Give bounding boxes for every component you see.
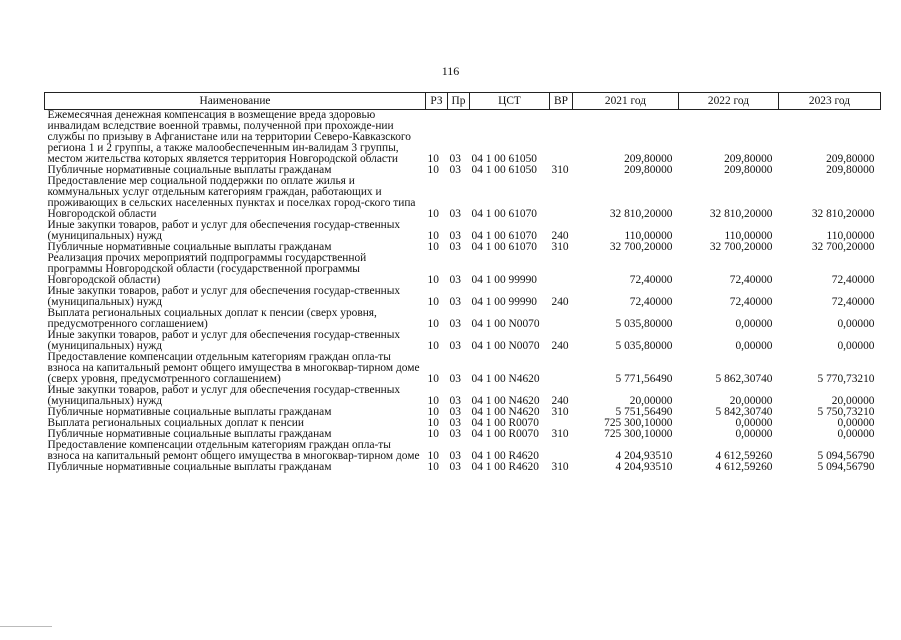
row-cst: 04 1 00 61070 <box>471 230 537 242</box>
row-2023: 5 770,73210 <box>817 373 875 385</box>
row-2023: 5 750,73210 <box>817 406 875 418</box>
row-rz: 10 <box>427 241 439 253</box>
row-2021: 5 771,56490 <box>615 373 673 385</box>
row-rz: 10 <box>427 461 439 473</box>
row-2021: 72,40000 <box>629 296 673 308</box>
row-cst: 04 1 00 61070 <box>471 241 537 253</box>
row-name: Выплата региональных социальных доплат к пенсии (сверх уровня, предусмотренного соглашением) <box>47 307 377 330</box>
table-row <box>45 308 881 330</box>
row-name: Публичные нормативные социальные выплаты гражданам <box>47 428 332 440</box>
row-name: Ежемесячная денежная компенсация в возмещение вреда здоровью инвалидам вследствие военной травмы, полученной при прохожде-нии службы по призыву в Афганистане или на территории Северо-Кавказского региона 1 и 2 группы, а также малообеспеченным ин-валидам 3 группы, местом жительства которых является территория Новгородской области <box>47 109 411 165</box>
row-pr: 03 <box>449 417 461 429</box>
row-2021: 32 810,20000 <box>609 208 673 220</box>
row-rz: 10 <box>427 230 439 242</box>
table-row <box>45 330 881 352</box>
row-vr <box>550 352 573 385</box>
page-number: 116 <box>441 64 460 78</box>
row-vr: 310 <box>551 406 569 418</box>
row-2021: 209,80000 <box>624 153 673 165</box>
row-cst: 04 1 00 61070 <box>471 208 537 220</box>
row-2022: 110,00000 <box>724 230 773 242</box>
row-cst: 04 1 00 N4620 <box>471 373 540 385</box>
row-rz: 10 <box>427 450 439 462</box>
row-2023: 209,80000 <box>826 164 875 176</box>
footer-divider <box>0 626 52 627</box>
table-row <box>45 253 881 286</box>
row-2023: 0,00000 <box>837 318 875 330</box>
row-2023: 32 810,20000 <box>811 208 875 220</box>
row-name: Иные закупки товаров, работ и услуг для обеспечения государ-ственных (муниципальных) нужд <box>47 384 401 407</box>
row-name: Выплата региональных социальных доплат к пенсии <box>47 417 304 429</box>
row-pr: 03 <box>449 241 461 253</box>
row-cst: 04 1 00 N4620 <box>471 406 540 418</box>
row-2021: 5 035,80000 <box>615 318 673 330</box>
row-name: Публичные нормативные социальные выплаты гражданам <box>47 164 332 176</box>
row-2021: 209,80000 <box>624 164 673 176</box>
row-pr: 03 <box>449 230 461 242</box>
row-2022: 209,80000 <box>724 164 773 176</box>
row-pr: 03 <box>449 318 461 330</box>
row-vr: 310 <box>551 164 569 176</box>
table-row <box>45 176 881 220</box>
row-pr: 03 <box>449 340 461 352</box>
header-cst: ЦСТ <box>470 93 550 110</box>
row-2022: 0,00000 <box>735 417 773 429</box>
row-2021: 5 751,56490 <box>615 406 673 418</box>
row-name: Предоставление мер социальной поддержки по оплате жилья и коммунальных услуг отдельным категориям граждан, работающих и проживающих в сельских населенных пунктах и поселках город-ского типа Новгородской области <box>47 175 416 220</box>
table-header-row <box>45 93 881 110</box>
row-cst: 04 1 00 N0070 <box>471 340 540 352</box>
table-row <box>45 440 881 462</box>
row-name: Предоставление компенсации отдельным категориям граждан опла-ты взноса на капитальный ремонт общего имущества в многоквар-тирном доме (сверх уровня, предусмотренного соглашением) <box>47 351 420 385</box>
row-pr: 03 <box>449 153 461 165</box>
row-2021: 725 300,10000 <box>604 417 673 429</box>
row-name: Иные закупки товаров, работ и услуг для обеспечения государ-ственных (муниципальных) нужд <box>47 219 401 242</box>
row-rz: 10 <box>427 274 439 286</box>
row-pr: 03 <box>449 428 461 440</box>
row-2022: 0,00000 <box>735 340 773 352</box>
row-rz: 10 <box>427 395 439 407</box>
row-2023: 209,80000 <box>826 153 875 165</box>
row-cst: 04 1 00 99990 <box>471 274 537 286</box>
row-vr: 310 <box>551 241 569 253</box>
row-2022: 4 612,59260 <box>715 450 773 462</box>
row-2022: 5 862,30740 <box>715 373 773 385</box>
row-2021: 20,00000 <box>629 395 673 407</box>
row-cst: 04 1 00 R0070 <box>471 417 539 429</box>
row-cst: 04 1 00 61050 <box>471 153 537 165</box>
row-name: Публичные нормативные социальные выплаты гражданам <box>47 241 332 253</box>
table-row <box>45 352 881 385</box>
row-2023: 5 094,56790 <box>817 461 875 473</box>
row-rz: 10 <box>427 318 439 330</box>
row-cst: 04 1 00 R4620 <box>471 450 539 462</box>
row-2021: 72,40000 <box>629 274 673 286</box>
table-row <box>45 462 881 473</box>
row-2022: 72,40000 <box>729 274 773 286</box>
row-vr <box>550 110 573 166</box>
row-2022: 5 842,30740 <box>715 406 773 418</box>
row-rz: 10 <box>427 428 439 440</box>
row-2023: 32 700,20000 <box>811 241 875 253</box>
row-rz: 10 <box>427 208 439 220</box>
row-vr: 240 <box>551 395 569 407</box>
header-rz: РЗ <box>426 93 448 110</box>
row-2022: 4 612,59260 <box>715 461 773 473</box>
row-rz: 10 <box>427 340 439 352</box>
row-name: Иные закупки товаров, работ и услуг для обеспечения государ-ственных (муниципальных) нужд <box>47 285 401 308</box>
row-2023: 72,40000 <box>831 274 875 286</box>
row-cst: 04 1 00 R0070 <box>471 428 539 440</box>
row-pr: 03 <box>449 164 461 176</box>
row-2021: 725 300,10000 <box>604 428 673 440</box>
row-2022: 20,00000 <box>729 395 773 407</box>
row-rz: 10 <box>427 417 439 429</box>
row-pr: 03 <box>449 296 461 308</box>
table-row <box>45 110 881 166</box>
header-vr: ВР <box>550 93 573 110</box>
row-2021: 4 204,93510 <box>615 461 673 473</box>
row-name: Предоставление компенсации отдельным категориям граждан опла-ты взноса на капитальный ремонт общего имущества в многоквар-тирном доме <box>47 439 420 462</box>
table-row <box>45 385 881 407</box>
row-2023: 0,00000 <box>837 428 875 440</box>
row-2023: 0,00000 <box>837 340 875 352</box>
row-rz: 10 <box>427 406 439 418</box>
row-2021: 110,00000 <box>624 230 673 242</box>
row-2022: 0,00000 <box>735 318 773 330</box>
table-row <box>45 286 881 308</box>
row-rz: 10 <box>427 373 439 385</box>
row-2021: 5 035,80000 <box>615 340 673 352</box>
row-2023: 72,40000 <box>831 296 875 308</box>
row-name: Реализация прочих мероприятий подпрограммы государственной программы Новгородской области (государственной программы Новгородской области) <box>47 252 367 286</box>
row-rz: 10 <box>427 153 439 165</box>
row-vr <box>550 253 573 286</box>
row-pr: 03 <box>449 274 461 286</box>
row-vr <box>550 176 573 220</box>
row-vr: 310 <box>551 461 569 473</box>
row-cst: 04 1 00 99990 <box>471 296 537 308</box>
row-name: Публичные нормативные социальные выплаты гражданам <box>47 461 332 473</box>
row-vr: 310 <box>551 428 569 440</box>
row-pr: 03 <box>449 395 461 407</box>
header-2021: 2021 год <box>573 93 679 110</box>
row-vr <box>550 440 573 462</box>
row-rz: 10 <box>427 296 439 308</box>
row-2022: 32 700,20000 <box>709 241 773 253</box>
row-pr: 03 <box>449 450 461 462</box>
row-vr <box>550 308 573 330</box>
row-name: Иные закупки товаров, работ и услуг для обеспечения государ-ственных (муниципальных) нужд <box>47 329 401 352</box>
row-cst: 04 1 00 N4620 <box>471 395 540 407</box>
row-2023: 0,00000 <box>837 417 875 429</box>
row-pr: 03 <box>449 208 461 220</box>
budget-table <box>44 92 881 473</box>
row-2021: 32 700,20000 <box>609 241 673 253</box>
header-name: Наименование <box>45 93 426 110</box>
row-cst: 04 1 00 61050 <box>471 164 537 176</box>
row-rz: 10 <box>427 164 439 176</box>
row-vr: 240 <box>551 340 569 352</box>
row-2023: 110,00000 <box>826 230 875 242</box>
row-2022: 0,00000 <box>735 428 773 440</box>
row-2021: 4 204,93510 <box>615 450 673 462</box>
row-2023: 20,00000 <box>831 395 875 407</box>
table-row <box>45 220 881 242</box>
row-2023: 5 094,56790 <box>817 450 875 462</box>
row-cst: 04 1 00 R4620 <box>471 461 539 473</box>
row-2022: 32 810,20000 <box>709 208 773 220</box>
header-pr: Пр <box>448 93 470 110</box>
row-vr: 240 <box>551 296 569 308</box>
row-vr: 240 <box>551 230 569 242</box>
header-2022: 2022 год <box>679 93 779 110</box>
row-pr: 03 <box>449 461 461 473</box>
row-2022: 209,80000 <box>724 153 773 165</box>
row-pr: 03 <box>449 406 461 418</box>
row-name: Публичные нормативные социальные выплаты гражданам <box>47 406 332 418</box>
row-pr: 03 <box>449 373 461 385</box>
header-2023: 2023 год <box>779 93 881 110</box>
row-cst: 04 1 00 N0070 <box>471 318 540 330</box>
row-2022: 72,40000 <box>729 296 773 308</box>
